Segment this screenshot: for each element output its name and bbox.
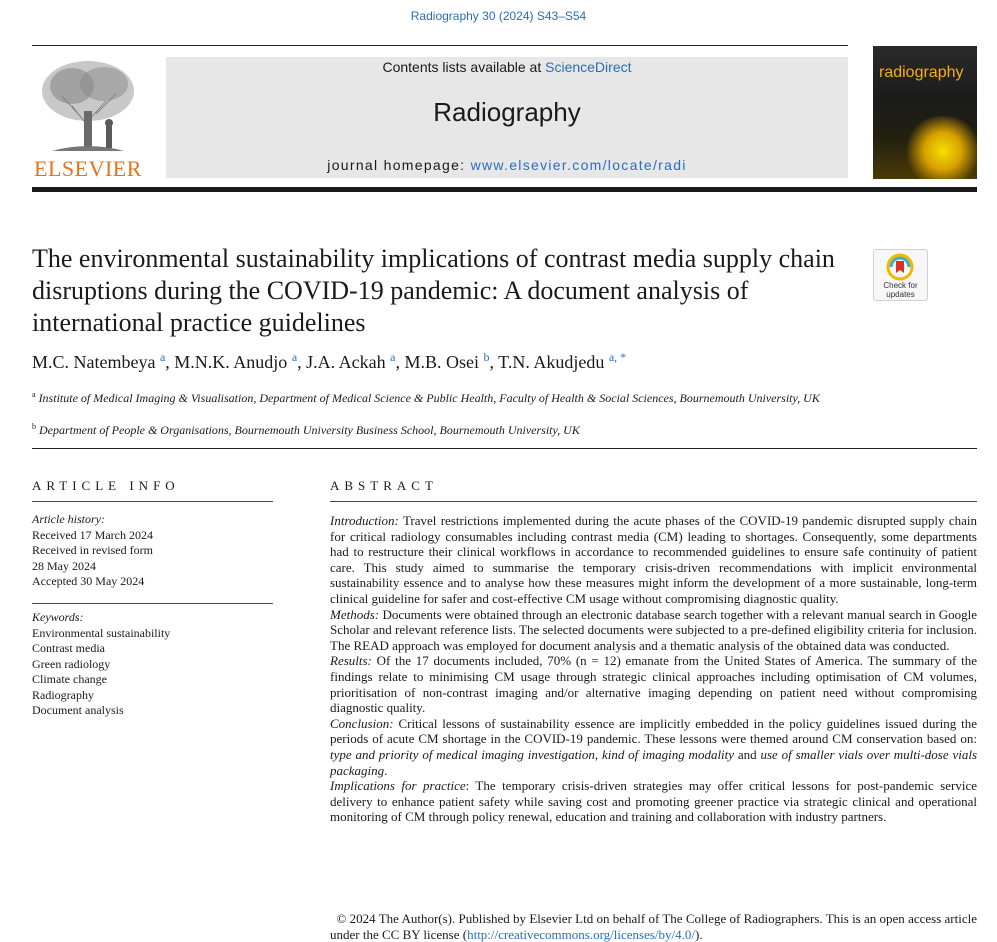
conclusion-end: .	[384, 762, 388, 778]
keywords-rule	[32, 603, 273, 604]
license-link[interactable]: http://creativecommons.org/licenses/by/4.0/	[467, 926, 696, 942]
history-item: Received 17 March 2024	[32, 527, 153, 542]
journal-cover-image[interactable]	[873, 46, 977, 179]
author-name[interactable]: T.N. Akudjedu	[498, 352, 605, 372]
history-label: Article history:	[32, 512, 105, 526]
header-thick-rule	[32, 187, 977, 192]
keyword-item: Contrast media	[32, 641, 105, 655]
check-updates-icon	[886, 253, 914, 281]
article-info-heading: ARTICLE INFO	[32, 478, 180, 493]
sciencedirect-link[interactable]: ScienceDirect	[545, 59, 632, 75]
affiliation-text: Institute of Medical Imaging & Visualisation, Department of Medical Science & Public Health, Faculty of Health & Social Sciences, Bournemouth University, UK	[38, 391, 820, 405]
keyword-item: Climate change	[32, 672, 107, 686]
keyword-item: Radiography	[32, 687, 94, 702]
abstract-introduction	[330, 513, 977, 607]
history-item: Received in revised form	[32, 543, 153, 557]
history-item: 28 May 2024	[32, 558, 96, 573]
keywords	[32, 610, 273, 719]
keywords-label: Keywords:	[32, 610, 84, 624]
license-text: © 2024 The Author(s). Published by Elsevier Ltd on behalf of The College of Radiographers. This is an open access article under the CC BY license (	[330, 911, 978, 942]
abstract-conclusion	[330, 716, 977, 778]
author-affiliation-mark[interactable]: b	[483, 350, 490, 364]
keyword-item: Green radiology	[32, 656, 111, 671]
conclusion-mid: and	[734, 746, 761, 762]
journal-name: Radiography	[433, 97, 581, 127]
abstract-results	[330, 653, 977, 715]
conclusion-label: Conclusion:	[330, 715, 394, 731]
header-top-rule	[32, 45, 848, 46]
abstract-body	[330, 513, 977, 825]
author-name[interactable]: M.B. Osei	[404, 352, 479, 372]
methods-text: Documents were obtained through an electronic database search together with a relevant manual search in Google Scholar and relevant reference lists. The selected documents were subjected to a pre-defined eligibility criteria for inclusion. The READ approach was employed for document analysis and a thematic analysis of the obtained data was conducted.	[330, 606, 978, 653]
article-history	[32, 512, 273, 590]
license-end: ).	[695, 926, 703, 942]
homepage-prefix: journal homepage:	[327, 157, 471, 173]
abstract-implications	[330, 778, 977, 825]
check-updates-label: Check for updates	[883, 281, 918, 299]
affiliation-a	[32, 387, 852, 406]
author-name[interactable]: M.C. Natembeya	[32, 352, 156, 372]
contents-line	[166, 59, 848, 75]
keyword-item: Document analysis	[32, 703, 124, 717]
author-affiliation-mark[interactable]: a	[159, 350, 166, 364]
methods-label: Methods:	[330, 606, 380, 622]
implications-text: : The temporary crisis-driven strategies may offer critical lessons for post-pandemic service delivery to enhance patient safety while saving cost and promoting greener practice via strategic clinical and operational monitoring of CM through policy renewal, education and training and collaboration with industry partners.	[330, 778, 977, 825]
check-for-updates-button[interactable]	[873, 249, 928, 301]
homepage-line	[166, 157, 848, 173]
author-affiliation-mark[interactable]: a	[390, 350, 396, 364]
section-rule	[32, 448, 977, 449]
abstract-rule	[330, 501, 977, 502]
results-text: Of the 17 documents included, 70% (n = 12) emanate from the United States of America. The summary of the findings relate to minimising CM usage through strategic clinical approaches including optimisation of CM volumes, prioritisation of non-contrast imaging and/or alternative imaging depending on patient need without compromising diagnostic quality.	[330, 653, 978, 716]
results-label: Results:	[330, 653, 372, 669]
homepage-link[interactable]: www.elsevier.com/locate/radi	[470, 157, 687, 173]
article-info-rule	[32, 501, 273, 502]
elsevier-wordmark: ELSEVIER	[34, 156, 142, 181]
affiliation-mark: a	[32, 390, 36, 399]
cover-title: radiography	[879, 64, 964, 81]
implications-label: Implications for practice	[330, 778, 466, 794]
author-affiliation-mark[interactable]: a, *	[608, 350, 627, 364]
conclusion-italic-2: use of smaller vials over multi-dose vials packaging	[330, 746, 978, 778]
history-item: Accepted 30 May 2024	[32, 574, 145, 588]
conclusion-italic-1: type and priority of medical imaging investigation, kind of imaging modality	[330, 746, 735, 762]
affiliation-b	[32, 419, 852, 438]
author-list: M.C. Natembeya $^a$, M.N.K. Anudjo $^a$, J.A. Ackah $^a$, M.B. Osei $^b$, T.N. Akudjedu $^{a, *}$	[32, 350, 627, 372]
intro-text: Travel restrictions implemented during the acute phases of the COVID-19 pandemic disrupted supply chain for critical radiology consumables including contrast media (CM) leading to shortages. Consequently, some departments had to restructure their clinical workflows in accordance to recommended guidelines to ensure safe continuity of patient care. This study aimed to summarise the temporary crisis-driven recommendations with implicit environmental sustainability essence and to analyse how these measures might inform the development of a more sustainable, long-term clinical guideline for safer and cost-effective CM usage without compromising diagnostic quality.	[330, 513, 978, 606]
abstract-methods	[330, 607, 977, 654]
contents-prefix: Contents lists available at	[382, 59, 546, 75]
license-statement	[330, 911, 977, 942]
affiliation-mark: b	[32, 422, 36, 431]
abstract-heading: ABSTRACT	[330, 478, 438, 493]
author-affiliation-mark[interactable]: a	[291, 350, 298, 364]
cover-glow	[903, 116, 977, 179]
author-name[interactable]: J.A. Ackah	[306, 352, 386, 372]
article-title: The environmental sustainability implications of contrast media supply chain disruptions during the COVID-19 pandemic: A document analysis of international practice guidelines	[32, 244, 835, 337]
conclusion-text: Critical lessons of sustainability essence are implicitly embedded in the policy guidelines issued during the periods of acute CM shortage in the COVID-19 pandemic. These lessons were themed around CM conservation based on:	[330, 715, 978, 747]
journal-citation[interactable]: Radiography 30 (2024) S43–S54	[410, 9, 587, 23]
intro-label: Introduction:	[330, 513, 399, 528]
affiliation-text: Department of People & Organisations, Bournemouth University Business School, Bournemouth University, UK	[39, 423, 580, 437]
keyword-item: Environmental sustainability	[32, 625, 171, 640]
author-name[interactable]: M.N.K. Anudjo	[174, 352, 288, 372]
